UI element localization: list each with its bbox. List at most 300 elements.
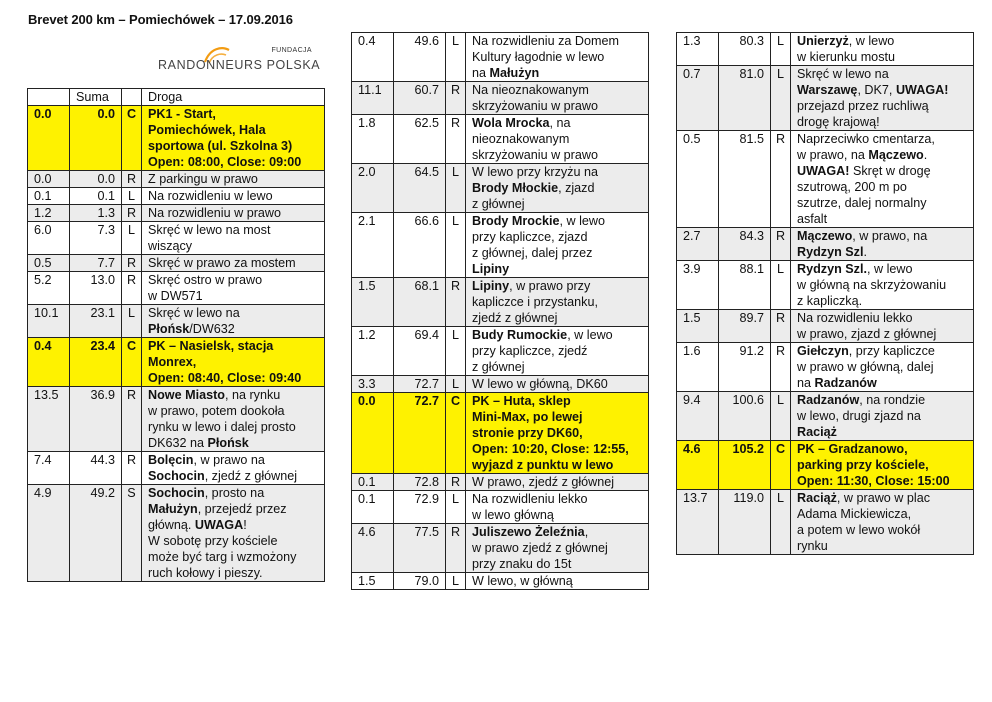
direction-line — [472, 441, 645, 457]
direction-text: , — [584, 525, 589, 539]
directions-cell — [791, 343, 974, 392]
direction-line — [797, 211, 970, 227]
distance-cell: 0.5 — [28, 255, 70, 272]
distance-cell: 1.8 — [352, 115, 394, 164]
direction-text: Na rozwidleniu lekko — [472, 492, 588, 506]
place-name: Brody Mrockie — [472, 214, 560, 228]
turn-cell: C — [771, 441, 791, 490]
place-name: Monrex, — [148, 355, 197, 369]
route-table-1 — [27, 88, 325, 582]
directions-cell — [466, 474, 649, 491]
direction-text: Na rozwidleniu w prawo — [148, 206, 281, 220]
direction-text: ! — [243, 518, 247, 532]
direction-text: , w prawo, na — [852, 229, 928, 243]
direction-line — [472, 245, 645, 261]
direction-line — [148, 387, 321, 403]
turn-cell: R — [446, 524, 466, 573]
table-row — [352, 327, 649, 376]
turn-cell: L — [446, 164, 466, 213]
table-row — [677, 33, 974, 66]
cumulative-cell: 80.3 — [719, 33, 771, 66]
cumulative-cell: 72.7 — [394, 393, 446, 474]
direction-line — [797, 424, 970, 440]
turn-cell: L — [446, 327, 466, 376]
direction-text: W lewo, w główną — [472, 574, 573, 588]
checkpoint-row — [677, 441, 974, 490]
directions-cell — [142, 205, 325, 222]
direction-line — [148, 238, 321, 254]
distance-cell: 2.7 — [677, 228, 719, 261]
direction-line — [472, 98, 645, 114]
place-name: PK1 - Start, — [148, 107, 216, 121]
cumulative-cell: 0.1 — [70, 188, 122, 205]
turn-cell: R — [446, 82, 466, 115]
direction-line — [797, 359, 970, 375]
place-name: sportowa (ul. Szkolna 3) — [148, 139, 293, 153]
direction-line — [148, 154, 321, 170]
direction-text: Skręć w prawo za mostem — [148, 256, 296, 270]
distance-cell: 1.5 — [352, 573, 394, 590]
direction-text: Skręć w lewo na — [797, 67, 889, 81]
table-row — [352, 491, 649, 524]
cumulative-cell: 84.3 — [719, 228, 771, 261]
direction-line — [148, 255, 321, 271]
table-row — [677, 310, 974, 343]
cumulative-cell: 36.9 — [70, 387, 122, 452]
direction-line — [472, 359, 645, 375]
cumulative-cell: 7.7 — [70, 255, 122, 272]
direction-text: w lewo główną — [472, 508, 554, 522]
direction-line — [797, 163, 970, 179]
distance-cell: 0.0 — [352, 393, 394, 474]
table-row — [28, 222, 325, 255]
cumulative-cell: 13.0 — [70, 272, 122, 305]
direction-line — [472, 457, 645, 473]
direction-text: , na rondzie — [859, 393, 926, 407]
distance-cell: 5.2 — [28, 272, 70, 305]
distance-cell: 7.4 — [28, 452, 70, 485]
direction-line — [148, 501, 321, 517]
place-name: UWAGA! — [797, 164, 850, 178]
direction-text: Skręć w lewo na most — [148, 223, 271, 237]
turn-cell: R — [122, 272, 142, 305]
direction-line — [472, 425, 645, 441]
logo-name-text: RANDONNEURS POLSKA — [158, 58, 321, 72]
directions-cell — [142, 387, 325, 452]
turn-cell: R — [122, 255, 142, 272]
turn-cell: L — [122, 222, 142, 255]
direction-text: przejazd przez ruchliwą — [797, 99, 929, 113]
direction-text: DK632 na — [148, 436, 208, 450]
place-name: Unierzyż — [797, 34, 849, 48]
cumulative-cell: 81.5 — [719, 131, 771, 228]
direction-line — [472, 196, 645, 212]
direction-line — [148, 452, 321, 468]
directions-cell — [791, 392, 974, 441]
directions-cell — [466, 491, 649, 524]
cumulative-cell: 72.7 — [394, 376, 446, 393]
place-name: Radzanów — [814, 376, 877, 390]
cumulative-cell: 64.5 — [394, 164, 446, 213]
table-row — [352, 524, 649, 573]
distance-cell: 13.5 — [28, 387, 70, 452]
table-row — [28, 188, 325, 205]
turn-cell: C — [122, 338, 142, 387]
directions-cell — [791, 228, 974, 261]
place-name: Pomiechówek, Hala — [148, 123, 266, 137]
direction-line — [148, 122, 321, 138]
table-row — [28, 205, 325, 222]
direction-text: , w prawo na — [193, 453, 265, 467]
direction-line — [472, 491, 645, 507]
direction-text: W lewo przy krzyżu na — [472, 165, 598, 179]
direction-line — [472, 556, 645, 572]
distance-cell: 0.4 — [352, 33, 394, 82]
direction-line — [148, 205, 321, 221]
turn-cell: L — [446, 573, 466, 590]
table-row — [28, 452, 325, 485]
directions-cell — [466, 115, 649, 164]
place-name: Open: 10:20, Close: 12:55, — [472, 442, 629, 456]
direction-text: w prawo, potem dookoła — [148, 404, 285, 418]
page-title: Brevet 200 km – Pomiechówek – 17.09.2016 — [28, 12, 293, 27]
dist-header — [28, 89, 70, 106]
cumulative-cell: 49.6 — [394, 33, 446, 82]
cumulative-cell: 1.3 — [70, 205, 122, 222]
direction-line — [148, 188, 321, 204]
table-row — [28, 255, 325, 272]
cumulative-cell: 0.0 — [70, 106, 122, 171]
direction-line — [472, 33, 645, 49]
direction-text: Skręć w lewo na — [148, 306, 240, 320]
turn-cell: R — [446, 278, 466, 327]
table-row — [677, 261, 974, 310]
direction-line — [797, 195, 970, 211]
place-name: Open: 08:00, Close: 09:00 — [148, 155, 302, 169]
direction-text: , na rynku — [224, 388, 281, 402]
cumulative-cell: 72.9 — [394, 491, 446, 524]
distance-cell: 1.5 — [677, 310, 719, 343]
direction-text: Z parkingu w prawo — [148, 172, 258, 186]
distance-cell: 9.4 — [677, 392, 719, 441]
direction-line — [797, 490, 970, 506]
place-name: Giełczyn — [797, 344, 849, 358]
directions-cell — [791, 33, 974, 66]
table-row — [352, 474, 649, 491]
direction-text: , DK7, — [857, 83, 896, 97]
direction-line — [472, 540, 645, 556]
table-row — [28, 272, 325, 305]
direction-line — [148, 288, 321, 304]
direction-text: przy znaku do 15t — [472, 557, 572, 571]
table-row — [28, 387, 325, 452]
directions-cell — [142, 305, 325, 338]
distance-cell: 0.4 — [28, 338, 70, 387]
directions-cell — [466, 278, 649, 327]
direction-line — [797, 522, 970, 538]
directions-cell — [466, 33, 649, 82]
distance-cell: 11.1 — [352, 82, 394, 115]
direction-line — [472, 180, 645, 196]
direction-line — [148, 222, 321, 238]
distance-cell: 0.0 — [28, 106, 70, 171]
direction-text: , zjazd — [558, 181, 595, 195]
direction-text: przy kapliczce, zjedź — [472, 344, 588, 358]
place-name: Mini-Max, po lewej — [472, 410, 583, 424]
turn-cell: L — [771, 261, 791, 310]
direction-text: może być targ i wzmożony — [148, 550, 297, 564]
direction-text: Skręt w drogę — [849, 164, 931, 178]
direction-line — [148, 106, 321, 122]
table-row — [352, 278, 649, 327]
direction-text: w lewo, drugi zjazd na — [797, 409, 921, 423]
table-row — [352, 213, 649, 278]
direction-text: /DW632 — [189, 322, 235, 336]
direction-line — [797, 261, 970, 277]
direction-line — [797, 33, 970, 49]
table-row — [28, 305, 325, 338]
directions-cell — [791, 66, 974, 131]
distance-cell: 4.6 — [677, 441, 719, 490]
turn-cell: L — [122, 188, 142, 205]
place-name: Rydzyn Szl — [797, 245, 864, 259]
direction-text: , w prawo przy — [509, 279, 591, 293]
cumulative-cell: 0.0 — [70, 171, 122, 188]
cumulative-cell: 100.6 — [719, 392, 771, 441]
place-name: Bolęcin — [148, 453, 194, 467]
direction-text: wiszący — [148, 239, 193, 253]
direction-text: w prawo w główną, dalej — [797, 360, 934, 374]
turn-cell: R — [771, 228, 791, 261]
direction-line — [472, 49, 645, 65]
checkpoint-row — [28, 106, 325, 171]
direction-line — [797, 131, 970, 147]
direction-text: z głównej — [472, 197, 525, 211]
direction-text: zjedź z głównej — [472, 311, 558, 325]
direction-line — [472, 131, 645, 147]
distance-cell: 6.0 — [28, 222, 70, 255]
place-name: Lipiny — [472, 279, 510, 293]
cumulative-cell: 72.8 — [394, 474, 446, 491]
distance-cell: 1.2 — [28, 205, 70, 222]
direction-text: , przy kapliczce — [848, 344, 935, 358]
turn-cell: L — [446, 376, 466, 393]
directions-cell — [142, 452, 325, 485]
place-name: Radzanów — [797, 393, 860, 407]
table-header-row — [28, 89, 325, 106]
place-name: Małużyn — [148, 502, 198, 516]
place-name: parking przy kościele, — [797, 458, 929, 472]
place-name: wyjazd z punktu w lewo — [472, 458, 614, 472]
distance-cell: 0.1 — [352, 474, 394, 491]
directions-cell — [142, 485, 325, 582]
direction-text: , w lewo — [866, 262, 913, 276]
direction-line — [148, 305, 321, 321]
directions-cell — [466, 213, 649, 278]
direction-text: , w lewo — [848, 34, 895, 48]
directions-cell — [791, 441, 974, 490]
direction-text: Adama Mickiewicza, — [797, 507, 912, 521]
turn-cell: L — [771, 392, 791, 441]
direction-line — [148, 354, 321, 370]
direction-line — [472, 573, 645, 589]
turn-cell: R — [446, 115, 466, 164]
table-row — [352, 376, 649, 393]
place-name: Open: 11:30, Close: 15:00 — [797, 474, 950, 488]
direction-line — [148, 370, 321, 386]
table-row — [677, 131, 974, 228]
distance-cell: 0.0 — [28, 171, 70, 188]
direction-text: w prawo, na — [797, 148, 869, 162]
direction-line — [148, 138, 321, 154]
turn-cell: R — [771, 310, 791, 343]
place-name: PK – Gradzanowo, — [797, 442, 908, 456]
directions-cell — [142, 338, 325, 387]
turn-cell: L — [771, 33, 791, 66]
direction-text: z głównej — [472, 360, 525, 374]
place-name: UWAGA — [194, 518, 244, 532]
distance-cell: 2.1 — [352, 213, 394, 278]
directions-cell — [791, 310, 974, 343]
direction-text: a potem w lewo wokół — [797, 523, 921, 537]
direction-line — [797, 457, 970, 473]
place-name: Małużyn — [489, 66, 540, 80]
table-row — [352, 115, 649, 164]
direction-text: z głównej, dalej przez — [472, 246, 593, 260]
directions-cell — [466, 393, 649, 474]
direction-line — [148, 435, 321, 451]
direction-text: w główną na skrzyżowaniu — [797, 278, 947, 292]
directions-cell — [466, 376, 649, 393]
distance-cell: 10.1 — [28, 305, 70, 338]
distance-cell: 0.1 — [28, 188, 70, 205]
directions-cell — [466, 327, 649, 376]
table-row — [677, 490, 974, 555]
distance-cell: 0.1 — [352, 491, 394, 524]
distance-cell: 2.0 — [352, 164, 394, 213]
turn-cell: L — [446, 213, 466, 278]
cumulative-cell: 44.3 — [70, 452, 122, 485]
direction-line — [797, 392, 970, 408]
direction-text: z kapliczką. — [797, 294, 863, 308]
direction-text: . — [923, 148, 928, 162]
direction-line — [472, 507, 645, 523]
direction-line — [472, 82, 645, 98]
place-name: stronie przy DK60, — [472, 426, 583, 440]
place-name: Budy Rumockie — [472, 328, 568, 342]
direction-line — [472, 524, 645, 540]
cumulative-cell: 119.0 — [719, 490, 771, 555]
cumulative-cell: 89.7 — [719, 310, 771, 343]
road-header: Droga — [142, 89, 325, 106]
direction-line — [148, 171, 321, 187]
table-row — [352, 33, 649, 82]
direction-text: , zjedź z głównej — [204, 469, 298, 483]
direction-line — [797, 326, 970, 342]
direction-text: asfalt — [797, 212, 828, 226]
direction-line — [472, 261, 645, 277]
direction-line — [472, 474, 645, 490]
randonneurs-logo — [158, 47, 321, 82]
cumulative-cell: 79.0 — [394, 573, 446, 590]
direction-line — [148, 468, 321, 484]
direction-line — [797, 49, 970, 65]
cumulative-cell: 68.1 — [394, 278, 446, 327]
checkpoint-row — [352, 393, 649, 474]
direction-text: W lewo w główną, DK60 — [472, 377, 608, 391]
direction-line — [148, 338, 321, 354]
direction-line — [148, 565, 321, 581]
cumulative-cell: 77.5 — [394, 524, 446, 573]
direction-line — [472, 393, 645, 409]
direction-line — [472, 65, 645, 81]
directions-cell — [142, 255, 325, 272]
cumulative-cell: 62.5 — [394, 115, 446, 164]
cumulative-cell: 60.7 — [394, 82, 446, 115]
place-name: Open: 08:40, Close: 09:40 — [148, 371, 302, 385]
direction-line — [797, 147, 970, 163]
table-row — [677, 392, 974, 441]
table-row — [677, 228, 974, 261]
direction-line — [148, 272, 321, 288]
direction-text: rynku — [797, 539, 828, 553]
place-name: Brody Młockie — [472, 181, 559, 195]
direction-line — [148, 549, 321, 565]
turn-header — [122, 89, 142, 106]
place-name: PK – Nasielsk, stacja — [148, 339, 274, 353]
direction-line — [797, 66, 970, 82]
turn-cell: R — [122, 452, 142, 485]
direction-text: szutrową, 200 m po — [797, 180, 907, 194]
turn-cell: R — [122, 387, 142, 452]
direction-line — [148, 485, 321, 501]
direction-text: W sobotę przy kościele — [148, 534, 278, 548]
cumulative-cell: 66.6 — [394, 213, 446, 278]
cumulative-cell: 69.4 — [394, 327, 446, 376]
distance-cell: 3.3 — [352, 376, 394, 393]
direction-line — [797, 343, 970, 359]
direction-text: kapliczce i przystanku, — [472, 295, 598, 309]
direction-text: ruch kołowy i pieszy. — [148, 566, 263, 580]
directions-cell — [142, 188, 325, 205]
distance-cell: 1.2 — [352, 327, 394, 376]
direction-line — [797, 114, 970, 130]
direction-text: Kultury łagodnie w lewo — [472, 50, 605, 64]
cumulative-cell: 81.0 — [719, 66, 771, 131]
place-name: Lipiny — [472, 262, 510, 276]
turn-cell: R — [446, 474, 466, 491]
direction-text: Na rozwidleniu lekko — [797, 311, 913, 325]
cumulative-cell: 91.2 — [719, 343, 771, 392]
distance-cell: 4.6 — [352, 524, 394, 573]
place-name: Sochocin — [148, 469, 205, 483]
directions-cell — [791, 490, 974, 555]
cumulative-cell: 23.1 — [70, 305, 122, 338]
direction-line — [472, 115, 645, 131]
table-row — [28, 485, 325, 582]
turn-cell: R — [122, 171, 142, 188]
directions-cell — [791, 131, 974, 228]
direction-line — [797, 538, 970, 554]
direction-line — [472, 409, 645, 425]
direction-line — [472, 310, 645, 326]
direction-line — [797, 293, 970, 309]
directions-cell — [142, 106, 325, 171]
distance-cell: 0.5 — [677, 131, 719, 228]
place-name: Wola Mrocka — [472, 116, 550, 130]
directions-cell — [142, 272, 325, 305]
direction-text: na — [472, 66, 490, 80]
